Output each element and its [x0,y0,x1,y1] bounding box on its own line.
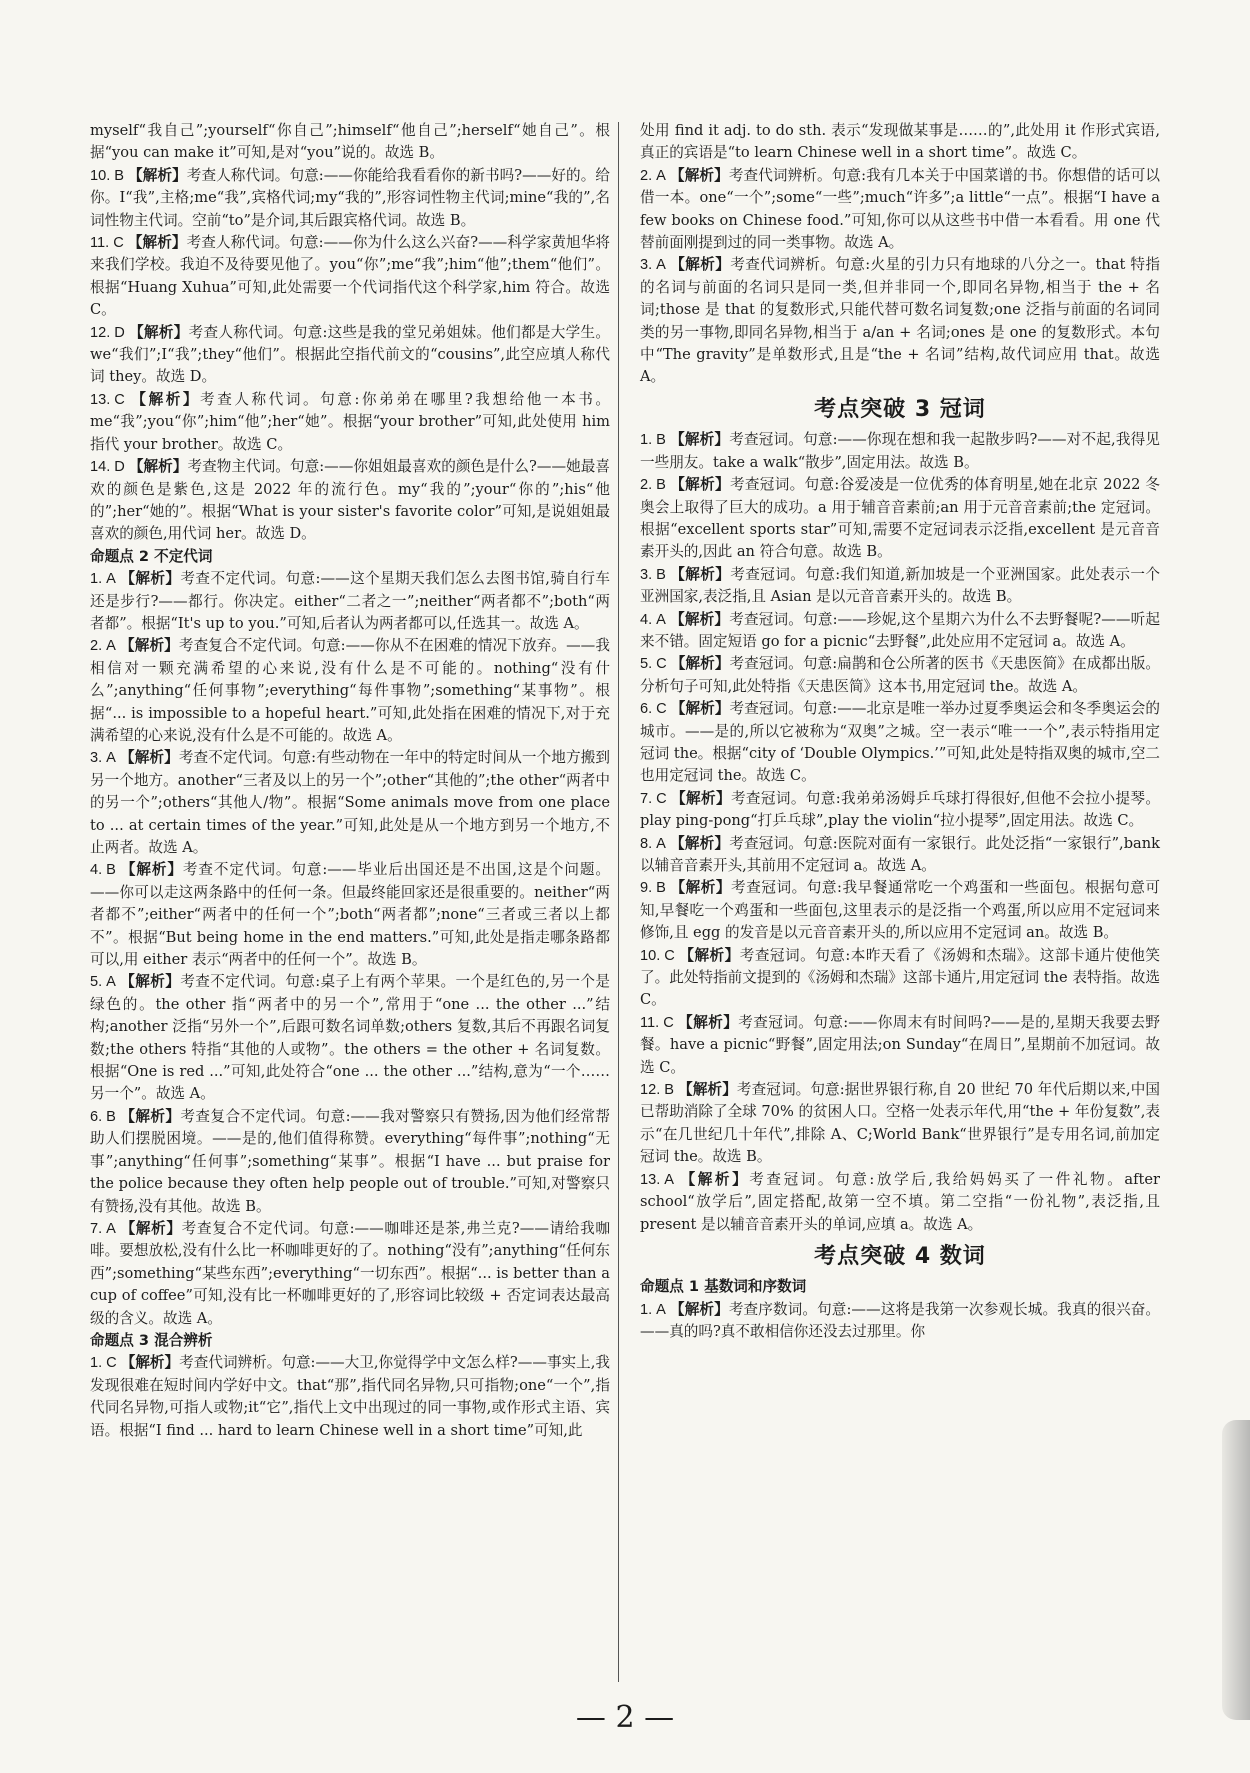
answer-entry [640,833,1160,878]
analysis-tag: 【解析】 [119,637,179,655]
analysis-text: 考查冠词。句意:——你现在想和我一起散步吗?——对不起,我得见一些朋友。take a walk“散步”,固定用法。故选 B。 [640,431,1160,471]
answer-letter: C [106,1355,117,1372]
answer-entry [90,971,610,1105]
analysis-tag: 【解析】 [669,879,732,897]
analysis-tag: 【解析】 [669,476,730,494]
question-number: 2. [90,638,103,655]
continued-text: 处用 find it adj. to do sth. 表示“发现做某事是……的”,此处用 it 作形式宾语,真正的宾语是“to learn Chinese well in a short time”。故选 C。 [640,122,1160,162]
question-number: 3. [640,257,653,274]
question-number: 14. [90,459,111,476]
analysis-text: 考查冠词。句意:放学后,我给妈妈买了一件礼物。after school“放学后”,固定搭配,故第一空不填。第二空指“一份礼物”,表泛指,且 present 是以辅音音素开头的单词,应填 a。故选 A。 [640,1170,1160,1233]
analysis-text: 考查冠词。句意:本昨天看了《汤姆和杰瑞》。这部卡通片使他笑了。此处特指前文提到的《汤姆和杰瑞》这部卡通片,用定冠词 the 表特指。故选 C。 [640,946,1160,1009]
answer-entry [640,653,1160,698]
analysis-text: 考查代词辨析。句意:我有几本关于中国菜谱的书。你想借的话可以借一本。one“一个”;some“一些”;much“许多”;a little“一点”。根据“I have a few books on Chinese food.”可知,你可以从这些书中借一本看看。用 one 代替前面刚提到过的同一类事物。故选 A。 [640,166,1160,252]
analysis-tag: 【解析】 [119,973,181,991]
analysis-tag: 【解析】 [677,1013,739,1031]
analysis-text: 考查冠词。句意:医院对面有一家银行。此处泛指“一家银行”,bank 以辅音音素开头,其前用不定冠词 a。故选 A。 [640,834,1160,874]
analysis-tag: 【解析】 [678,946,740,964]
answer-letter: B [106,1108,116,1125]
answer-entry [90,456,610,546]
analysis-tag: 【解析】 [119,570,181,588]
question-number: 12. [90,324,111,341]
answer-entry [640,1012,1160,1079]
answer-letter: C [656,701,667,718]
analysis-text: 考查不定代词。句意:——这个星期天我们怎么去图书馆,骑自行车还是步行?——都行。你决定。either“二者之一”;neither“两者都不”;both“两者都”。根据“It's up to you.”可知,后者认为两者都可以,任选其一。故选 A。 [90,570,610,632]
analysis-tag: 【解析】 [669,1300,729,1318]
answer-entry [640,165,1160,255]
analysis-text: 考查不定代词。句意:桌子上有两个苹果。一个是红色的,另一个是绿色的。the other 指“两者中的另一个”,常用于“one ... the other ...”结构;another 泛指“另外一个”,后跟可数名词单数;others 复数,其后不再跟名词复数;the others 特指“其他的人或物”。the others = the other + 名词复数。根据“One is red ...”可知,此处符合“one ... the other ...”结构,意为“一个……另一个”。故选 A。 [90,973,610,1103]
answer-entry [90,1106,610,1218]
question-number: 6. [640,701,653,718]
sub-heading: 命题点 1 基数词和序数词 [640,1278,807,1296]
analysis-tag: 【解析】 [669,565,731,583]
answer-entry [640,877,1160,944]
question-number: 1. [640,432,653,449]
answer-letter: C [656,790,667,807]
analysis-text: 考查物主代词。句意:——你姐姐最喜欢的颜色是什么?——她最喜欢的颜色是紫色,这是 2022 年的流行色。my“我的”;your“你的”;his“他的”;her“她的”。根据“What is your sister's favorite color”可知,是说姐姐最喜欢的颜色,用代词 her。故选 D。 [90,458,610,543]
analysis-tag: 【解析】 [678,1170,750,1188]
analysis-tag: 【解析】 [678,1081,737,1099]
analysis-tag: 【解析】 [670,700,730,718]
question-number: 3. [640,566,653,583]
answer-letter: B [656,880,666,897]
answer-entry [640,609,1160,654]
analysis-tag: 【解析】 [128,166,187,184]
answer-letter: A [106,1220,116,1237]
question-number: 4. [640,611,653,628]
analysis-text: 考查复合不定代词。句意:——我对警察只有赞扬,因为他们经常帮助人们摆脱困境。——是的,他们值得称赞。everything“每件事”;nothing“无事”;anything“任何事”;something“某事”。根据“I have ... but praise for the police because they often help people out of trouble.”可知,对警察只有赞扬,没有其他。故选 B。 [90,1107,610,1215]
answer-letter: A [656,611,666,628]
analysis-tag: 【解析】 [127,234,187,252]
answer-letter: A [106,571,116,588]
analysis-text: 考查人称代词。句意:——你为什么这么兴奋?——科学家黄旭华将来我们学校。我迫不及待要见他了。you“你”;me“我”;him“他”;them“他们”。根据“Huang Xuhua”可知,此处需要一个代词指代这个科学家,him 符合。故选 C。 [90,234,610,319]
question-number: 12. [640,1082,661,1099]
answer-letter: A [656,1301,666,1318]
question-number: 1. [640,1301,653,1318]
answer-entry [90,1218,610,1330]
analysis-text: 考查冠词。句意:我弟弟汤姆乒乓球打得很好,但他不会拉小提琴。play ping-pong“打乒乓球”,play the violin“拉小提琴”,固定用法。故选 C。 [640,789,1160,830]
question-number: 13. [90,391,111,408]
answer-letter: C [656,656,667,673]
answer-entry [90,747,610,859]
answer-letter: D [114,459,125,476]
analysis-text: 考查冠词。句意:我早餐通常吃一个鸡蛋和一些面包。根据句意可知,早餐吃一个鸡蛋和一些面包,这里表示的是泛指一个鸡蛋,所以应用不定冠词来修饰,且 egg 的发音是以元音音素开头的,所以应用不定冠词 an。故选 B。 [640,879,1160,942]
answer-letter: A [656,167,666,184]
answer-letter: C [663,1014,674,1031]
section-title: 考点突破 4 数词 [814,1243,986,1269]
question-number: 1. [90,1355,103,1372]
answer-entry [640,254,1160,388]
page-number: — 2 — [575,1700,675,1735]
answer-entry [90,389,610,456]
analysis-text: 考查序数词。句意:——这将是我第一次参观长城。我真的很兴奋。——真的吗?真不敢相信你还没去过那里。你 [640,1300,1160,1341]
question-number: 10. [90,167,111,184]
answer-letter: A [664,1171,675,1188]
answer-letter: B [664,1082,675,1099]
analysis-tag: 【解析】 [670,789,731,807]
answer-letter: C [664,947,675,964]
sub-heading: 命题点 3 混合辨析 [90,1331,213,1349]
page-curl-shadow [1222,1420,1250,1720]
analysis-tag: 【解析】 [128,458,188,476]
answer-letter: B [656,477,666,494]
question-number: 5. [640,656,653,673]
answer-entry [90,859,610,971]
continued-text: myself“我自己”;yourself“你自己”;himself“他自己”;herself“她自己”。根据“you can make it”可知,是对“you”说的。故选 B。 [90,122,610,162]
analysis-text: 考查冠词。句意:我们知道,新加坡是一个亚洲国家。此处表示一个亚洲国家,表泛指,且 Asian 是以元音音素开头的。故选 B。 [640,565,1160,606]
analysis-text: 考查冠词。句意:——北京是唯一举办过夏季奥运会和冬季奥运会的城市。——是的,所以它被称为“双奥”之城。空一表示“唯一一个”,表示特指用定冠词 the。根据“city of ‘Double Olympics.’”可知,此处是特指双奥的城市,空二也用定冠词 the。故选 C。 [640,700,1160,785]
question-number: 1. [90,571,103,588]
question-number: 10. [640,947,661,964]
answer-entry [640,564,1160,609]
question-number: 4. [90,862,103,879]
answer-letter: B [114,167,125,184]
answer-letter: A [656,835,666,852]
right-column [640,120,1160,1344]
answer-letter: A [106,638,116,655]
analysis-text: 考查不定代词。句意:——毕业后出国还是不出国,这是个问题。——你可以走这两条路中的任何一条。但最终能回家还是很重要的。neither“两者都不”;either“两者中的任何一个”;both“两者都”;none“三者或三者以上都不”。根据“But being home in the end matters.”可知,此处是指走哪条路都可以,用 either 表示“两者中的任何一个”。故选 B。 [90,861,610,969]
answer-entry [90,1352,610,1442]
answer-letter: B [656,566,666,583]
answer-entry [640,474,1160,564]
question-number: 5. [90,974,103,991]
analysis-text: 考查复合不定代词。句意:——咖啡还是茶,弗兰克?——请给我咖啡。要想放松,没有什么比一杯咖啡更好的了。nothing“没有”;anything“任何东西”;something“某些东西”;everything“一切东西”。根据“... is better than a cup of coffee”可知,没有比一杯咖啡更好的了,形容词比较级 + 否定词表达最高级的含义。故选 A。 [90,1219,610,1327]
question-number: 9. [640,880,653,897]
analysis-tag: 【解析】 [669,834,730,852]
answer-letter: A [106,974,116,991]
question-number: 3. [90,750,103,767]
answer-entry [640,1299,1160,1344]
analysis-text: 考查冠词。句意:——珍妮,这个星期六为什么不去野餐呢?——听起来不错。固定短语 go for a picnic“去野餐”,此处应用不定冠词 a。故选 A。 [640,610,1160,650]
question-number: 2. [640,477,653,494]
analysis-text: 考查冠词。句意:谷爱凌是一位优秀的体育明星,她在北京 2022 冬奥会上取得了巨大的成功。a 用于辅音音素前;an 用于元音音素前;the 定冠词。根据“excellent sports star”可知,需要不定冠词表示泛指,excellent 是元音音素开头的,因此 an 符合句意。故选 B。 [640,476,1160,561]
answer-entry [90,568,610,635]
question-number: 11. [90,235,110,252]
analysis-text: 考查冠词。句意:扁鹊和仓公所著的医书《天患医简》在成都出版。分析句子可知,此处特指《天患医简》这本书,用定冠词 the。故选 A。 [640,655,1160,695]
question-number: 7. [90,1220,103,1237]
question-number: 13. [640,1171,661,1188]
answer-entry [90,322,610,389]
analysis-text: 考查人称代词。句意:你弟弟在哪里?我想给他一本书。me“我”;you“你”;him“他”;her“她”。根据“your brother”可知,此处使用 him 指代 your brother。故选 C。 [90,390,610,453]
analysis-tag: 【解析】 [669,256,731,274]
answer-entry [640,788,1160,833]
analysis-text: 考查代词辨析。句意:火星的引力只有地球的八分之一。that 特指的名词与前面的名词只是同一类,但并非同一个,即同名异物,相当于 the + 名词;those 是 that 的复数形式,只能代替可数名词复数;one 泛指与前面的名词同类的另一事物,即同名异物,相当于 a/an + 名词;ones 是 one 的复数形式。本句中“The gravity”是单数形式,且是“the + 名词”结构,故代词应用 that。故选 A。 [640,256,1160,386]
analysis-tag: 【解析】 [128,390,201,408]
analysis-text: 考查人称代词。句意:——你能给我看看你的新书吗?——好的。给你。I“我”,主格;me“我”,宾格代词;my“我的”,形容词性物主代词;mine“我的”,名词性物主代词。空前“to”是介词,其后跟宾格代词。故选 B。 [90,166,610,229]
analysis-tag: 【解析】 [119,1107,181,1125]
analysis-tag: 【解析】 [119,861,183,879]
analysis-tag: 【解析】 [119,1219,182,1237]
analysis-text: 考查冠词。句意:——你周末有时间吗?——是的,星期天我要去野餐。have a picnic“野餐”,固定用法;on Sunday“在周日”,星期前不加冠词。故选 C。 [640,1013,1160,1076]
answer-entry [90,635,610,747]
question-number: 6. [90,1108,103,1125]
analysis-tag: 【解析】 [669,166,729,184]
analysis-tag: 【解析】 [120,1354,180,1372]
analysis-text: 考查不定代词。句意:有些动物在一年中的特定时间从一个地方搬到另一个地方。another“三者及以上的另一个”;other“其他的”;the other“两者中的另一个”;others“其他人/物”。根据“Some animals move from one place to ... at certain times of the year.”可知,此处是从一个地方到另一个地方,不止两者。故选 A。 [90,749,610,856]
sub-heading: 命题点 2 不定代词 [90,547,213,565]
question-number: 7. [640,790,653,807]
analysis-tag: 【解析】 [669,610,730,628]
answer-entry [90,232,610,322]
answer-entry [90,165,610,232]
analysis-text: 考查冠词。句意:据世界银行称,自 20 世纪 70 年代后期以来,中国已帮助消除了全球 70% 的贫困人口。空格一处表示年代,用“the + 年份复数”,表示“在几世纪几十年代”,排除 A、C;World Bank“世界银行”是专用名词,前加定冠词 the。故选 B。 [640,1081,1160,1166]
column-divider [618,122,619,1682]
question-number: 8. [640,835,653,852]
left-column [90,120,610,1442]
analysis-text: 考查复合不定代词。句意:——你从不在困难的情况下放弃。——我相信对一颗充满希望的心来说,没有什么是不可能的。nothing“没有什么”;anything“任何事物”;everything“每件事物”;something“某事物”。根据“... is impossible to a hopeful heart.”可知,此处指在困难的情况下,对于充满希望的心来说,没有什么是不可能的。故选 A。 [90,637,610,744]
answer-letter: A [656,257,666,274]
answer-letter: D [114,324,125,341]
analysis-tag: 【解析】 [669,431,730,449]
analysis-text: 考查人称代词。句意:这些是我的堂兄弟姐妹。他们都是大学生。we“我们”;I“我”;they“他们”。根据此空指代前文的“cousins”,此空应填人称代词 they。故选 D。 [90,323,610,386]
analysis-tag: 【解析】 [128,323,189,341]
analysis-tag: 【解析】 [119,749,179,767]
analysis-text: 考查代词辨析。句意:——大卫,你觉得学中文怎么样?——事实上,我发现很难在短时间内学好中文。that“那”,指代同名异物,只可指物;one“一个”,指代同名异物,可指人或物;it“它”,指代上文中出现过的同一事物,或作形式主语、宾语。根据“I find ... hard to learn Chinese well in a short time”可知,此 [90,1354,610,1439]
answer-entry [640,429,1160,474]
answer-entry [640,698,1160,788]
question-number: 11. [640,1014,660,1031]
answer-letter: C [114,391,125,408]
answer-letter: A [106,750,116,767]
answer-letter: C [113,235,124,252]
answer-letter: B [106,862,116,879]
answer-entry [640,1169,1160,1236]
answer-letter: B [656,432,666,449]
analysis-tag: 【解析】 [670,655,730,673]
answer-entry [640,1079,1160,1169]
section-title: 考点突破 3 冠词 [814,396,986,422]
question-number: 2. [640,167,653,184]
answer-entry [640,945,1160,1012]
